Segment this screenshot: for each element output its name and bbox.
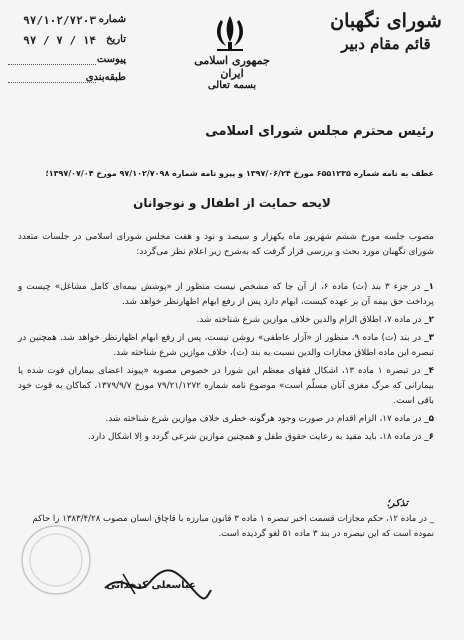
classification-label: طبقه‌بندی bbox=[85, 72, 126, 83]
org-name: شورای نگهبان bbox=[330, 10, 442, 32]
postscript-title: تذکر؛ bbox=[386, 498, 408, 509]
reference-line: عطف به نامه شماره ۶۵۵۱۲۳۵ مورخ ۱۳۹۷/۰۶/۲۴ و پیرو نامه شماره ۹۷/۱۰۲/۷۰۹۸ مورخ ۱۳۹۷/۰۷/۰۴؛ bbox=[45, 169, 434, 178]
bill-subject: لایحه حمایت از اطفال و نوجوانان bbox=[133, 196, 331, 210]
recipient-salutation: رئیس محترم مجلس شورای اسلامی bbox=[205, 124, 434, 139]
postscript-text: _ در ماده ۱۲، حکم مجازات قسمت اخیر تبصره ۱ ماده ۳ قانون مبارزه با قاچاق انسان مصوب ۱۳۸۳/۴/۲۸ را حاکم نموده است که این تبصره در بند ۳ ماده ۵۱ لغو گردیده است. bbox=[32, 514, 434, 539]
org-position: قائم مقام دبیر bbox=[341, 35, 431, 53]
opinion-item bbox=[18, 331, 434, 361]
opinion-items bbox=[18, 280, 434, 448]
number-label: شماره bbox=[98, 14, 126, 25]
opinion-item bbox=[18, 313, 434, 328]
meta-attachment bbox=[8, 54, 126, 68]
item-number: ۱_ bbox=[424, 282, 434, 292]
item-number: ۳_ bbox=[424, 333, 434, 343]
item-text: در ماده ۱۸، باید مقید به رعایت حقوق طفل و همچنین موازین شرعی گردد و اِلا اشکال دارد. bbox=[87, 432, 422, 442]
meta-date bbox=[8, 34, 126, 48]
number-value: ۹۷/۱۰۲/۷۲۰۳ bbox=[23, 14, 96, 27]
opinion-item bbox=[18, 280, 434, 310]
iran-emblem-icon bbox=[207, 12, 253, 54]
intro-text: مصوب جلسه مورخ ششم شهریور ماه یکهزار و سیصد و نود و هفت مجلس شورای اسلامی در جلسات متعدد شورای نگهبان مورد بحث و بررسی قرار گرفت که به‌شرح زیر اعلام نظر می‌گردد: bbox=[18, 232, 434, 257]
date-label: تاریخ bbox=[106, 34, 126, 45]
item-number: ۵_ bbox=[424, 414, 434, 424]
meta-classification bbox=[8, 72, 126, 86]
item-number: ۶_ bbox=[424, 432, 434, 442]
item-number: ۲_ bbox=[424, 315, 434, 325]
classification-line bbox=[8, 82, 96, 83]
letterhead-brand bbox=[326, 10, 446, 54]
besmeh-tala: بسمه تعالی bbox=[207, 80, 257, 91]
item-text: در تبصره ۱ ماده ۱۳، اشکال فقهای معظم این شورا در خصوص مصوبه «پیوند اعضای بیماران فوت شده یا بیمارانی که مرگ مغزی آنان مسلّم است» موضوع نامه شماره ۷۹/۲۱/۱۲۷۲ مورخ ۱۳۷۹/۹/۷، کماکان به قوت خود باقی است. bbox=[18, 366, 435, 406]
attachment-line bbox=[8, 64, 96, 65]
republic-title: جمهوری اسلامی ایران bbox=[194, 54, 270, 80]
item-number: ۴_ bbox=[424, 366, 435, 376]
signatory-name: عباسعلی کدخدائی bbox=[106, 580, 196, 591]
opinion-item bbox=[18, 412, 434, 427]
meta-number bbox=[8, 14, 126, 28]
item-text: در جزء ۳ بند (ث) ماده ۶، از آن جا که مشخص نیست منظور از «پوشش بیمه‌ای کامل مشاغل» چیست و پرداخت حق بیمه آن بر عهده کیست، ابهام دارد پس از رفع ابهام اظهارنظر خواهد شد. bbox=[18, 282, 434, 307]
official-seal-icon bbox=[16, 520, 96, 600]
item-text: در ماده ۱۷، الزام اقدام در صورت وجود هرگونه خطری خلاف موازین شرع شناخته شد. bbox=[105, 414, 422, 424]
opinion-item bbox=[18, 364, 434, 409]
intro-paragraph bbox=[18, 230, 434, 260]
item-text: در ماده ۷، اطلاق الزام والدین خلاف موازین شرع شناخته شد. bbox=[196, 315, 422, 325]
item-text: در بند (ت) ماده ۹، منظور از «آزار عاطفی» روشن نیست، پس از رفع ابهام اظهارنظر خواهد شد. همچنین در تبصره این ماده اطلاق مجازات والدین نسبت به بند (ت)، خلاف موازین شرع شناخته شد. bbox=[18, 333, 434, 358]
opinion-item bbox=[18, 430, 434, 445]
attachment-label: پیوست bbox=[96, 54, 126, 65]
handwritten-signature-icon bbox=[95, 560, 215, 630]
date-value: ۱۴ / ۷ / ۹۷ bbox=[23, 34, 96, 47]
